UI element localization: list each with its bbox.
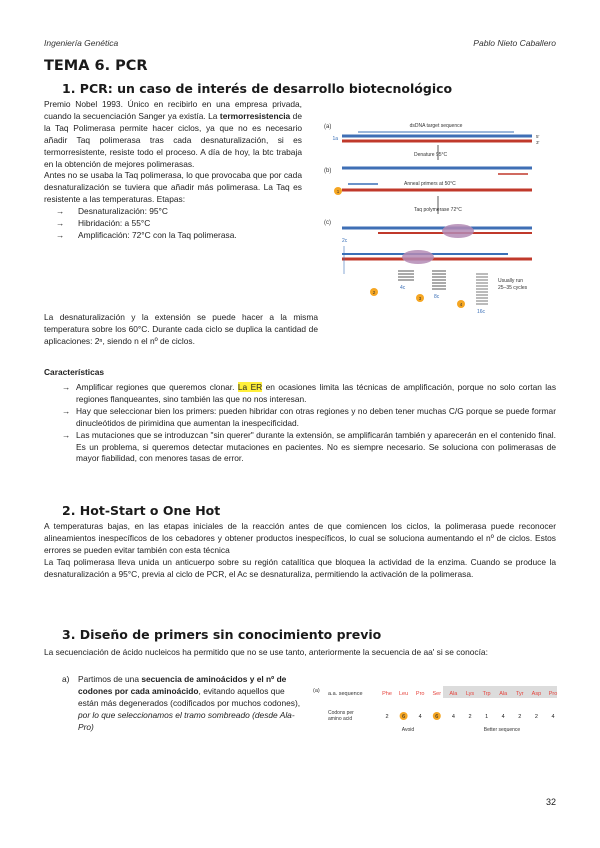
panel-a-label: (a) xyxy=(324,124,332,130)
codon-cell: 6 xyxy=(435,714,439,720)
codon-row-label-1: Codons per xyxy=(328,710,354,716)
aa-cell: Pro xyxy=(415,691,425,697)
codon-cell: 4 xyxy=(551,714,555,720)
text-italic: por lo que seleccionamos el tramo sombreado (desde Ala-Pro) xyxy=(78,709,295,732)
text-run: de la Taq Polimerasa permite hacer ciclos, ya que no es necesario añadir Taq polimerasa tras cada desnaturalización, si es termorresistente, resiste todo el proceso. A día de hoy, la btc trabaja en la obtención de mejores polimerasas. xyxy=(44,110,302,169)
caracteristicas-list-wrap xyxy=(62,382,556,465)
highlighted-text: La ER xyxy=(237,382,263,392)
list-item: → Desnaturalización: 95°C xyxy=(44,206,302,218)
aa-cell: Asp xyxy=(531,691,542,697)
taq-polymerase-top xyxy=(442,224,474,238)
section1-paragraph3: La desnaturalización y la extensión se puede hacer a la misma temperatura sobre los 60°C. Durante cada ciclo se duplica la cantidad de aplicaciones: 2ⁿ, siendo n el nº de ciclos. xyxy=(44,312,318,346)
aa-cell: Ser xyxy=(432,691,442,697)
section2-paragraph2: La Taq polimerasa lleva unida un anticuerpo sobre su región catalítica que bloquea la actividad de la enzima. Cuando se produce la desnaturalización a 95°C, previa al ciclo de PCR, el Ac se desnaturaliza, permitiendo la activación de la polimerasa. xyxy=(44,556,556,579)
aa-cell: Ala xyxy=(499,691,508,697)
aa-cell: Leu xyxy=(399,691,409,697)
text-run: Amplificar regiones que queremos clonar. xyxy=(76,382,238,392)
text-run: , evitando aquellos que están más degenerados (codificados por muchos codones), xyxy=(78,685,301,708)
label-4c: 4c xyxy=(400,285,406,291)
section3-heading: 3. Diseño de primers sin conocimiento previo xyxy=(62,627,382,642)
codon-cell: 4 xyxy=(418,714,422,720)
end-3: 3' xyxy=(536,140,540,145)
header-author: Pablo Nieto Caballero xyxy=(473,38,556,48)
codon-cell: 6 xyxy=(402,714,406,720)
item-marker: a) xyxy=(62,674,70,684)
label-4: 4 xyxy=(459,302,463,307)
taq-label: Taq polymerase 72°C xyxy=(414,207,462,213)
section2-paragraph1: A temperaturas bajas, en las etapas iniciales de la reacción antes de que comiencen los ciclos, la polimerasa puede reconocer alineamientos inespecíficos de los cebadores y obtener productos inespecíficos, lo cual se soluciona aumentando el nº de ciclos. Estos errores se pueden evitar también con esta técnica xyxy=(44,521,556,555)
label-1: 1 xyxy=(336,189,340,194)
codon-row-label-2: amino acid xyxy=(328,716,353,722)
aa-cell: Pro xyxy=(548,691,558,697)
section3-paragraph1: La secuenciación de ácido nucleicos ha permitido que no se use tanto, anteriormente la secuencia de aa' si se conocía: xyxy=(44,647,488,657)
aa-cell: Trp xyxy=(482,691,491,697)
label-16c: 16c xyxy=(477,309,486,315)
aa-cell: Phe xyxy=(382,691,392,697)
list-item xyxy=(62,382,556,406)
aa-row-label: a.a. sequence xyxy=(328,691,363,697)
avoid-label: Avoid xyxy=(401,727,415,733)
panel-b-label: (b) xyxy=(324,168,332,174)
target-label: dsDNA target sequence xyxy=(409,123,463,129)
pcr-figure xyxy=(318,114,558,326)
page-number: 32 xyxy=(545,797,556,807)
text-run: Premio Nobel 1993. Único en recibirlo en una empresa privada, cuando la secuenciación Sanger ya existía. La xyxy=(44,99,302,121)
text-bold: secuencia de aminoácidos y el nº de codones por cada aminoácido xyxy=(78,674,287,696)
label-3: 3 xyxy=(418,296,422,301)
page-title: TEMA 6. PCR xyxy=(44,58,148,74)
section1-paragraph2: Antes no se usaba la Taq polimerasa, lo que provocaba que por cada desnaturalización se tuviera que añadir más polimerasa. La Taq es resistente a las temperaturas. Etapas: xyxy=(44,170,302,205)
usually-run-label: Usually run xyxy=(498,278,524,284)
list-item: → Amplificación: 72°C con la Taq polimerasa. xyxy=(44,230,302,242)
aa-cell: Tyr xyxy=(515,691,524,697)
list-item: → Hibridación: a 55°C xyxy=(44,218,302,230)
label-8c: 8c xyxy=(434,294,440,300)
section2-heading: 2. Hot-Start o One Hot xyxy=(62,503,221,518)
codon-cell: 4 xyxy=(501,714,505,720)
list-item: → Hay que seleccionar bien los primers: pueden hibridar con otras regiones y no deben tener muchas C/G porque se puede formar dinucleótidos de pirimidina que aumentan la inespecificidad. xyxy=(62,406,556,430)
text-run: Partimos de una xyxy=(78,674,142,684)
codon-cell: 2 xyxy=(385,714,389,720)
aa-cell: Ala xyxy=(449,691,458,697)
taq-polymerase-bottom xyxy=(402,250,434,264)
better-sequence-label: Better sequence xyxy=(483,727,521,733)
codon-cell: 2 xyxy=(518,714,522,720)
section3-item-a xyxy=(78,674,306,734)
label-2c: 2c xyxy=(342,238,348,244)
list-item: → Las mutaciones que se introduzcan "sin querer" durante la extensión, se amplificarán también y aparecerán en el contenido final. Es un problema, si queremos detectar mutaciones en pacientes. No es siempre necesario. Se soluciona con polimerasas de mayor fiabilidad, con menores tasas de error. xyxy=(62,430,556,466)
text-bold: termorresistencia xyxy=(219,110,291,121)
codon-cell: 2 xyxy=(534,714,538,720)
denature-label: Denature 95°C xyxy=(414,152,448,158)
label-1a: 1a xyxy=(332,136,338,142)
codon-table-figure xyxy=(310,682,560,740)
stack-8c xyxy=(432,271,446,289)
header-course: Ingeniería Genética xyxy=(44,38,119,48)
section1-paragraph1 xyxy=(44,99,302,170)
caracteristicas-heading: Características xyxy=(44,367,105,377)
codon-cell: 2 xyxy=(468,714,472,720)
panel-c-label: (c) xyxy=(324,220,331,226)
section1-text xyxy=(44,99,302,242)
cycles-label: 25–35 cycles xyxy=(498,285,528,291)
section1-heading: 1. PCR: un caso de interés de desarrollo biotecnológico xyxy=(62,81,453,96)
end-5: 5' xyxy=(536,134,540,139)
table-panel-label: (a) xyxy=(313,688,320,694)
section2-text xyxy=(44,521,556,581)
caracteristicas-list xyxy=(62,382,556,465)
aa-cell: Lys xyxy=(465,691,475,697)
codon-cell: 1 xyxy=(485,714,489,720)
anneal-label: Anneal primers at 50°C xyxy=(404,181,456,187)
codon-cell: 4 xyxy=(451,714,455,720)
label-2: 2 xyxy=(372,290,376,295)
text-run: en ocasiones limita las técnicas de amplificación, porque no solo cortan las regiones flanqueantes, sino también las que no nos interesan. xyxy=(76,382,557,404)
stages-list xyxy=(44,206,302,242)
